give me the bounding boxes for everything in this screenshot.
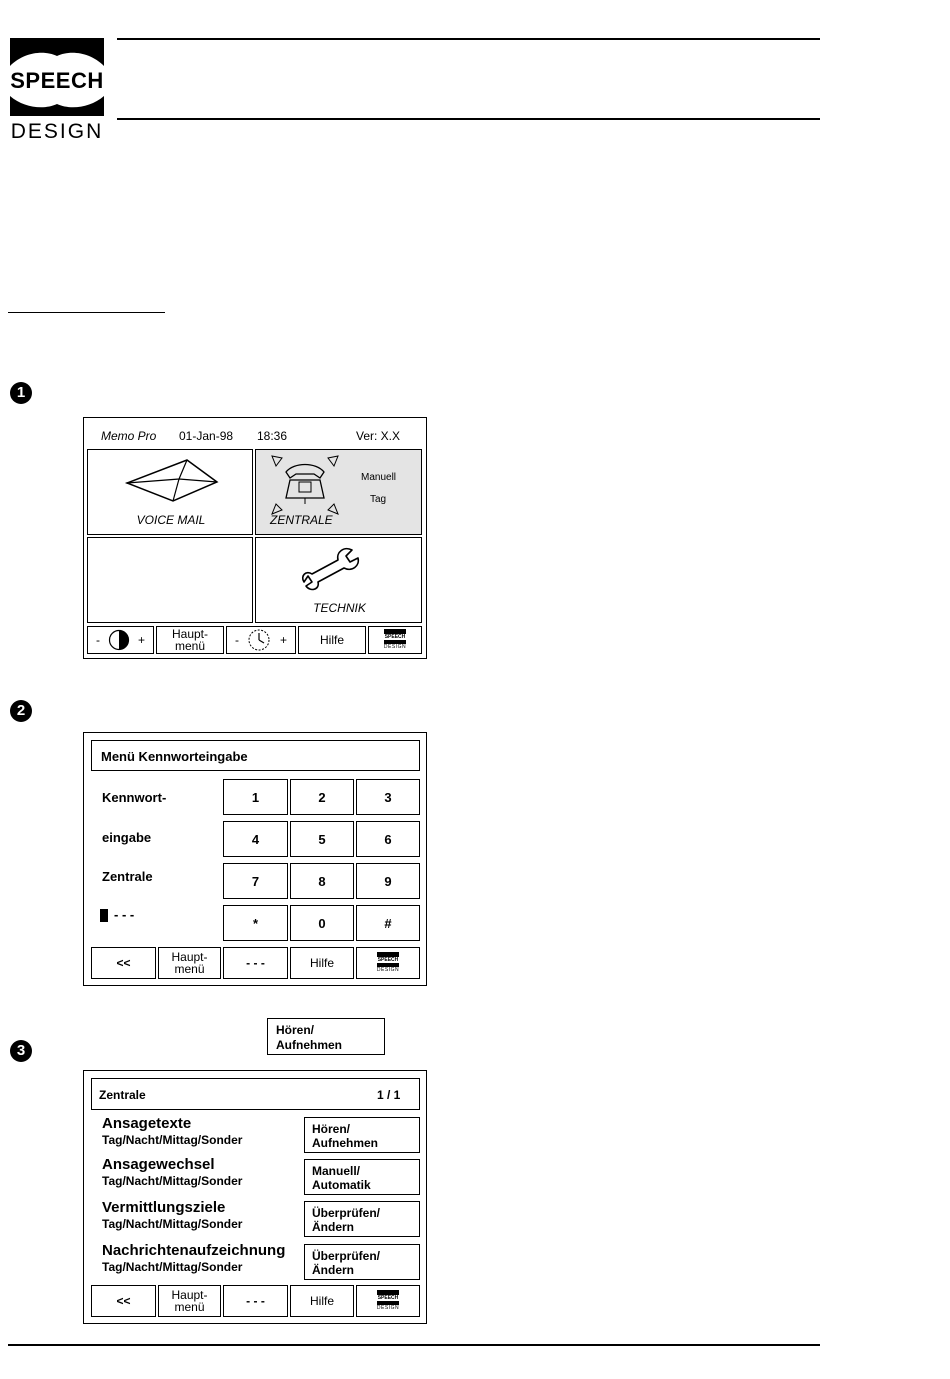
section-underline	[8, 312, 165, 313]
hauptmenu-button[interactable]	[156, 626, 224, 654]
row-title: Vermittlungsziele	[102, 1199, 226, 1216]
hauptmenu-line1: Haupt-	[171, 950, 208, 964]
row-action-button[interactable]	[304, 1159, 420, 1195]
wrench-icon	[298, 546, 368, 596]
row-action-line1: Überprüfen/	[312, 1249, 381, 1263]
screen-main-menu	[83, 417, 427, 659]
header-rule-top	[117, 38, 820, 40]
row-action-line1: Manuell/	[312, 1164, 361, 1178]
zentrale-title-bar	[91, 1078, 420, 1110]
mode-line-2: Tag	[370, 494, 387, 505]
label-eingabe: eingabe	[102, 830, 152, 845]
keypad-key[interactable]: 1	[223, 779, 288, 815]
contrast-plus[interactable]: +	[137, 633, 145, 647]
tile-zentrale[interactable]	[255, 449, 422, 535]
contrast-control[interactable]	[87, 626, 154, 654]
keypad-key[interactable]: 4	[223, 821, 288, 857]
row-action-line1: Überprüfen/	[312, 1206, 381, 1220]
speech-design-logo-button[interactable]	[356, 1285, 420, 1317]
hilfe-button[interactable]: Hilfe	[298, 626, 366, 654]
telephone-icon	[268, 452, 348, 518]
dashes-button[interactable]: - - -	[223, 947, 288, 979]
mini-logo-icon: SPEECH DESIGN	[375, 1290, 401, 1312]
keypad-key[interactable]: 6	[356, 821, 420, 857]
keypad-key[interactable]: *	[223, 905, 288, 941]
callout-hoeren-aufnehmen	[267, 1018, 385, 1055]
mini-logo-icon: SPEECH DESIGN	[375, 952, 401, 974]
contrast-minus[interactable]: -	[96, 633, 100, 647]
hilfe-button[interactable]: Hilfe	[290, 947, 354, 979]
row-title: Nachrichtenaufzeichnung	[102, 1242, 286, 1259]
keypad-key[interactable]: 9	[356, 863, 420, 899]
step-3-badge: 3	[10, 1040, 32, 1062]
row-action-line2: Aufnehmen	[312, 1136, 378, 1150]
row-action-line2: Ändern	[312, 1220, 354, 1234]
password-entry-field[interactable]: - - -	[114, 907, 135, 922]
mode-line-1: Manuell	[361, 472, 397, 483]
keypad-key[interactable]: 5	[290, 821, 354, 857]
keypad-key[interactable]: 3	[356, 779, 420, 815]
step-1-badge: 1	[10, 382, 32, 404]
row-subtitle: Tag/Nacht/Mittag/Sonder	[102, 1260, 243, 1274]
header-rule-bottom	[117, 118, 820, 120]
header-date: 01-Jan-98	[179, 429, 234, 443]
hauptmenu-button[interactable]	[158, 947, 221, 979]
hauptmenu-button[interactable]	[158, 1285, 221, 1317]
password-title: Menü Kennworteingabe	[101, 749, 248, 764]
envelope-icon	[123, 455, 223, 505]
keypad-key[interactable]: 2	[290, 779, 354, 815]
tile-empty	[87, 537, 253, 623]
brand-logo	[10, 38, 104, 144]
tile-technik[interactable]	[255, 537, 422, 623]
zentrale-title: Zentrale	[99, 1088, 146, 1102]
tile-voice-mail-label: VOICE MAIL	[136, 513, 206, 527]
hilfe-button[interactable]: Hilfe	[290, 1285, 354, 1317]
row-subtitle: Tag/Nacht/Mittag/Sonder	[102, 1174, 243, 1188]
clock-icon	[247, 628, 271, 652]
tile-technik-label: TECHNIK	[313, 601, 366, 615]
tile-zentrale-label: ZENTRALE	[270, 513, 333, 527]
step-2-badge: 2	[10, 700, 32, 722]
logo-top-text: SPEECH	[10, 68, 104, 93]
header-version: Ver: X.X	[356, 429, 401, 443]
footer-rule	[8, 1344, 820, 1346]
password-title-bar	[91, 740, 420, 771]
clock-plus[interactable]: +	[279, 633, 287, 647]
keypad-key[interactable]: 8	[290, 863, 354, 899]
row-action-line1: Hören/	[312, 1122, 351, 1136]
row-subtitle: Tag/Nacht/Mittag/Sonder	[102, 1217, 243, 1231]
back-button[interactable]: <<	[91, 1285, 156, 1317]
row-action-line2: Ändern	[312, 1263, 354, 1277]
speech-design-logo-button[interactable]	[368, 626, 422, 654]
clock-control[interactable]	[226, 626, 296, 654]
label-zentrale: Zentrale	[102, 869, 153, 884]
keypad-key[interactable]: 7	[223, 863, 288, 899]
header-product: Memo Pro	[101, 429, 157, 443]
row-action-line2: Automatik	[312, 1178, 371, 1192]
screen-zentrale	[83, 1070, 427, 1324]
hauptmenu-line2: menü	[174, 639, 206, 653]
mini-logo-icon: SPEECH DESIGN	[382, 629, 408, 651]
header-time: 18:36	[257, 429, 288, 443]
contrast-icon	[108, 629, 130, 651]
label-kennwort: Kennwort-	[102, 790, 167, 805]
row-title: Ansagewechsel	[102, 1156, 215, 1173]
callout-line2: Aufnehmen	[276, 1038, 342, 1052]
back-button[interactable]: <<	[91, 947, 156, 979]
row-title: Ansagetexte	[102, 1115, 192, 1132]
row-action-button[interactable]	[304, 1201, 420, 1237]
screen-password-entry	[83, 732, 427, 986]
clock-minus[interactable]: -	[235, 633, 239, 647]
row-subtitle: Tag/Nacht/Mittag/Sonder	[102, 1133, 243, 1147]
hauptmenu-line1: Haupt-	[171, 627, 209, 641]
logo-bottom-text: DESIGN	[10, 120, 104, 143]
cursor-block	[100, 909, 108, 922]
hauptmenu-line2: menü	[174, 1300, 205, 1314]
row-action-button[interactable]	[304, 1244, 420, 1280]
zentrale-page: 1 / 1	[377, 1088, 401, 1102]
dashes-button[interactable]: - - -	[223, 1285, 288, 1317]
keypad-key[interactable]: #	[356, 905, 420, 941]
hauptmenu-line2: menü	[174, 962, 205, 976]
row-action-button[interactable]	[304, 1117, 420, 1153]
keypad-key[interactable]: 0	[290, 905, 354, 941]
callout-line1: Hören/	[276, 1023, 315, 1037]
hauptmenu-line1: Haupt-	[171, 1288, 208, 1302]
tile-voice-mail[interactable]	[87, 449, 253, 535]
speech-design-logo-button[interactable]	[356, 947, 420, 979]
